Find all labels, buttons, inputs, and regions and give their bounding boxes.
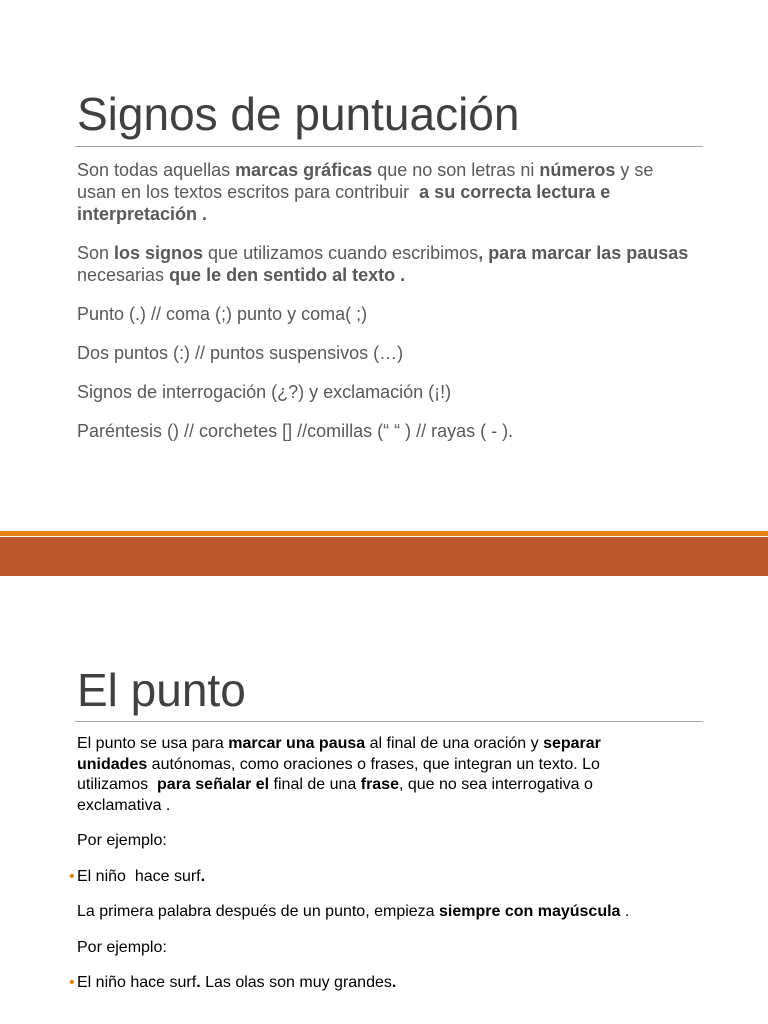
text-run: y se	[615, 160, 654, 180]
paragraph	[77, 242, 727, 286]
title-divider	[75, 721, 703, 722]
text-run: Paréntesis () // corchetes [] //comillas (“ “ ) // rayas ( - ).	[77, 421, 514, 441]
paragraph	[77, 159, 727, 225]
bold-text-run: interpretación .	[77, 204, 208, 224]
slide-body	[69, 734, 727, 1009]
paragraph	[77, 342, 727, 364]
paragraph	[77, 381, 727, 403]
text-run: Las olas son muy grandes	[200, 974, 392, 991]
text-line	[77, 973, 727, 994]
text-run: que no son letras ni	[372, 160, 540, 180]
bold-text-run: para señalar el	[157, 776, 270, 793]
text-run: El punto se usa para	[77, 735, 229, 752]
bullet-icon: •	[69, 974, 75, 991]
slide-2	[0, 576, 768, 1024]
text-run: Signos de interrogación (¿?) y exclamación (¡!)	[77, 382, 452, 402]
text-run: Por ejemplo:	[77, 938, 167, 956]
text-line	[77, 902, 727, 923]
accent-line	[0, 531, 768, 536]
text-run: Son todas aquellas	[77, 160, 236, 180]
bold-text-run: separar	[543, 735, 601, 752]
text-run: .	[620, 903, 630, 920]
text-line	[77, 831, 727, 852]
text-line	[77, 159, 727, 181]
paragraph	[77, 938, 727, 959]
bold-text-run: .	[196, 974, 201, 991]
bold-text-run: , para marcar las pausas	[478, 243, 689, 263]
bold-text-run: .	[391, 974, 397, 991]
text-run: necesarias	[77, 265, 170, 285]
text-line	[77, 203, 727, 225]
text-run: usan en los textos escritos para contribuir	[77, 182, 420, 202]
bold-text-run: que le den sentido al texto .	[169, 265, 406, 285]
text-run: utilizamos	[77, 776, 158, 793]
text-line	[77, 775, 727, 796]
bold-text-run: los signos	[114, 243, 204, 263]
slide-body	[77, 159, 727, 459]
text-run: Punto (.) // coma (;) punto y coma( ;)	[77, 304, 368, 324]
text-run: Por ejemplo:	[77, 832, 167, 849]
text-line	[77, 938, 727, 959]
bold-text-run: siempre con mayúscula	[439, 903, 621, 920]
bold-text-run: marcar una pausa	[228, 735, 366, 752]
text-line	[77, 755, 727, 776]
text-run: El niño hace surf	[77, 867, 201, 885]
text-run: Son	[77, 243, 115, 263]
text-line	[77, 381, 727, 403]
text-line	[77, 342, 727, 364]
text-line	[77, 734, 727, 755]
text-run: que utilizamos cuando escribimos	[203, 243, 479, 263]
text-line	[77, 303, 727, 325]
bold-text-run: unidades	[77, 755, 148, 773]
paragraph	[77, 831, 727, 852]
text-run: autónomas, como oraciones o frases, que integran un texto. Lo	[147, 755, 600, 773]
text-run: La primera palabra después de un punto, empieza	[77, 903, 440, 920]
text-run: al final de una oración y	[365, 735, 544, 752]
text-line	[77, 242, 727, 264]
paragraph	[77, 303, 727, 325]
bold-text-run: a su correcta lectura e	[419, 182, 611, 202]
bold-text-run: .	[200, 867, 206, 885]
text-line	[77, 420, 727, 442]
text-line	[77, 796, 727, 817]
bold-text-run: marcas gráficas	[235, 160, 373, 180]
bold-text-run: números	[539, 160, 616, 180]
slide-title: Signos de puntuación	[77, 88, 520, 140]
text-run: final de una	[269, 776, 361, 793]
text-line	[77, 867, 727, 888]
bold-text-run: frase	[360, 776, 399, 793]
bullet-paragraph	[69, 867, 727, 888]
accent-band	[0, 537, 768, 576]
paragraph	[77, 420, 727, 442]
bullet-icon: •	[69, 867, 75, 885]
text-line	[77, 181, 727, 203]
text-run: exclamativa .	[77, 796, 171, 814]
slide-title: El punto	[77, 664, 246, 716]
text-run: El niño hace surf	[77, 974, 197, 991]
text-line	[77, 264, 727, 286]
title-divider	[75, 146, 703, 147]
paragraph	[77, 902, 727, 923]
paragraph	[77, 734, 727, 816]
text-run: , que no sea interrogativa o	[398, 776, 593, 793]
text-run: Dos puntos (:) // puntos suspensivos (…)	[77, 343, 404, 363]
bullet-paragraph	[69, 973, 727, 994]
